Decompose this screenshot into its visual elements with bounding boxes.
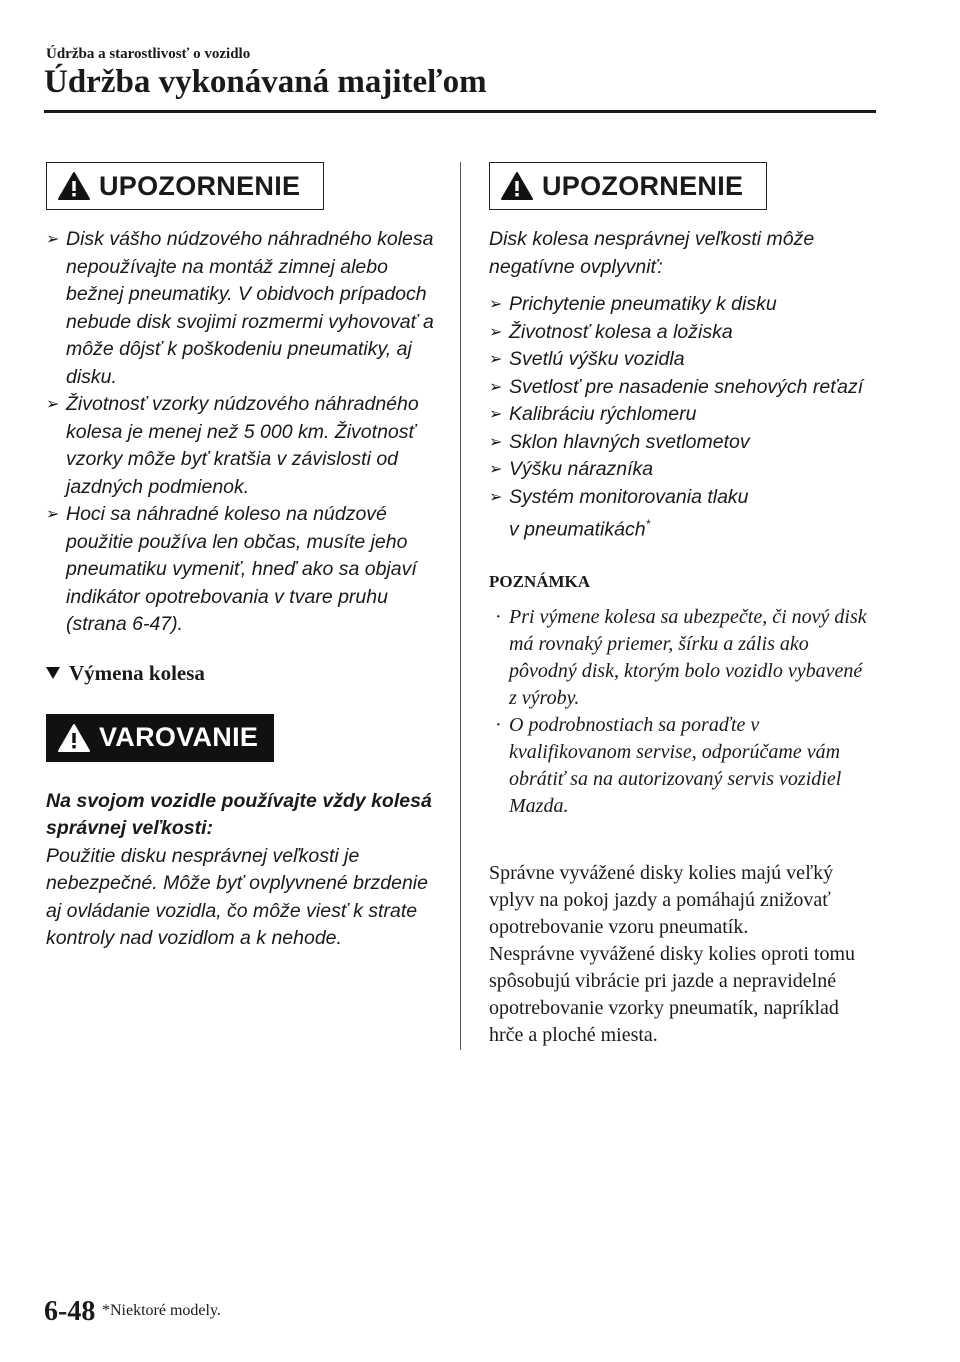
caution-box: [489, 162, 767, 210]
caution-item: ➢ Prichytenie pneumatiky k disku: [489, 293, 777, 315]
caution-item: ➢ Kalibráciu rýchlomeru: [489, 403, 697, 425]
right-column: [489, 162, 879, 1049]
title-rule: [44, 110, 876, 113]
footnote: *Niektoré modely.: [102, 1302, 221, 1319]
caution-item: ➢ Životnosť vzorky núdzového náhradného kolesa je menej než 5 000 km. Životnosť vzorky môže byť kratšia v závislosti od jazdných podmienok.: [46, 393, 419, 498]
warning-triangle-icon: [500, 171, 534, 201]
caution-label: UPOZORNENIE: [542, 170, 744, 201]
warning-triangle-icon: [57, 723, 91, 753]
footnote-asterisk: *: [645, 517, 651, 531]
caution-item: ➢ Systém monitorovania tlaku v pneumatikách*: [489, 485, 749, 541]
note-item: · Pri výmene kolesa sa ubezpečte, či nový disk má rovnaký priemer, šírku a zális ako pôvodný disk, ktorým bolo vozidlo vybavené z výroby.: [495, 606, 867, 709]
section-triangle-icon: [46, 667, 60, 679]
warning-label: VAROVANIE: [99, 722, 259, 752]
column-divider: [460, 162, 461, 1050]
page-title: Údržba vykonávaná majiteľom: [44, 64, 487, 100]
breadcrumb: Údržba a starostlivosť o vozidlo: [46, 46, 251, 62]
caution-item: ➢ Výšku nárazníka: [489, 458, 654, 480]
note-item: · O podrobnostiach sa poraďte v kvalifikovanom servise, odporúčame vám obrátiť sa na autorizovaný servis vozidiel Mazda.: [495, 714, 842, 817]
warning-text: Použitie disku nesprávnej veľkosti je nebezpečné. Môže byť ovplyvnené brzdenie aj ovládanie vozidla, čo môže viesť k strate kontroly nad vozidlom a k nehode.: [46, 844, 428, 949]
warning-triangle-icon: [57, 171, 91, 201]
section-heading: Výmena kolesa: [46, 661, 442, 686]
warning-bold-text: Na svojom vozidle používajte vždy kolesá správnej veľkosti:: [46, 789, 432, 839]
body-paragraph: Správne vyvážené disky kolies majú veľký vplyv na pokoj jazdy a pomáhajú znižovať opotrebovanie vzoru pneumatík.: [489, 862, 834, 938]
body-paragraph: Nesprávne vyvážené disky kolies oproti tomu spôsobujú vibrácie pri jazde a nepravidelné opotrebovanie vzorky pneumatík, napríklad hrče a ploché miesta.: [489, 943, 856, 1046]
note-heading: POZNÁMKA: [489, 572, 591, 591]
page-number: 6-48: [44, 1296, 96, 1327]
left-column: [46, 162, 442, 953]
warning-box: [46, 714, 274, 762]
caution-item: ➢ Disk vášho núdzového náhradného kolesa nepoužívajte na montáž zimnej alebo bežnej pneumatiky. V obidvoch prípadoch nebude disk svojimi rozmermi vyhovovať a môže dôjsť k poškodeniu pneumatiky, aj disku.: [46, 228, 434, 388]
caution-item: ➢ Svetlosť pre nasadenie snehových reťazí: [489, 375, 864, 398]
caution-box: [46, 162, 324, 210]
caution-intro: Disk kolesa nesprávnej veľkosti môže negatívne ovplyvniť:: [489, 228, 815, 278]
caution-item: ➢ Životnosť kolesa a ložiska: [489, 320, 733, 343]
caution-item: ➢ Svetlú výšku vozidla: [489, 348, 685, 370]
caution-item: ➢ Sklon hlavných svetlometov: [489, 430, 750, 453]
caution-item: ➢ Hoci sa náhradné koleso na núdzové použitie používa len občas, musíte jeho pneumatiku vymeniť, hneď ako sa objaví indikátor opotrebovania v tvare pruhu (strana 6-47).: [46, 503, 417, 635]
caution-label: UPOZORNENIE: [99, 170, 301, 201]
